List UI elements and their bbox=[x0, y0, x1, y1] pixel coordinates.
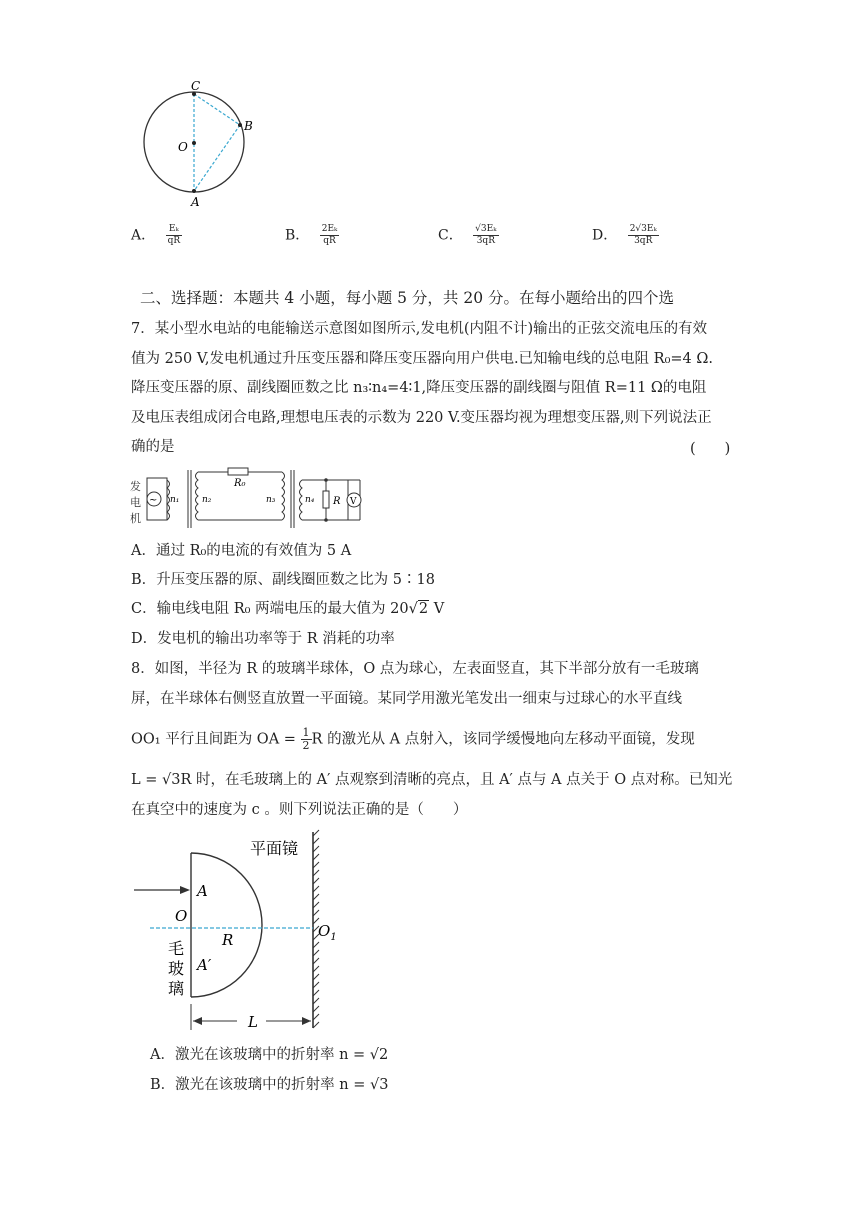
label-o: O bbox=[175, 907, 188, 925]
q8-stem-line4: L = √3R 时，在毛玻璃上的 A′ 点观察到清晰的亮点，且 A′ 点与 A 点关于 O 点对称。已知光 bbox=[131, 772, 733, 788]
answer-paren: ( ) bbox=[690, 441, 731, 457]
label-n2: n₂ bbox=[202, 495, 212, 505]
q7-stem-line5: 确的是 bbox=[131, 439, 175, 455]
q7-option-c[interactable]: C．输电线电阻 R₀ 两端电压的最大值为 20√2 V bbox=[131, 601, 445, 617]
label-c: C bbox=[191, 79, 201, 93]
label-n1: n₁ bbox=[170, 495, 180, 505]
q7-option-a[interactable]: A．通过 R₀的电流的有效值为 5 A bbox=[131, 543, 352, 559]
gen-char3: 机 bbox=[130, 512, 141, 525]
q8-option-b[interactable]: B．激光在该玻璃中的折射率 n = √3 bbox=[150, 1077, 389, 1093]
label-a-prime: A′ bbox=[197, 956, 212, 974]
q6-option-b[interactable]: B． $\frac{\text{2Eₖ}}{qR}$ bbox=[285, 224, 338, 246]
q8-hemisphere-figure bbox=[130, 832, 337, 1042]
label-a: A bbox=[197, 882, 208, 900]
q8-stem-line5: 在真空中的速度为 c 。则下列说法正确的是（ ） bbox=[131, 802, 468, 818]
label-v: V bbox=[350, 497, 357, 507]
label-a: A bbox=[191, 195, 200, 209]
section-heading: 二、选择题：本题共 4 小题，每小题 5 分，共 20 分。在每小题给出的四个选 bbox=[140, 289, 675, 307]
label-mirror: 平面镜 bbox=[250, 839, 299, 858]
q8-stem-line3: OO₁ 平行且间距为 OA = $\frac{1}{2}$ R 的激光从 A 点射入，该同学缓慢地向左移动平面镜，发现 bbox=[131, 726, 695, 752]
arrow-right-icon bbox=[180, 886, 190, 894]
q8-stem-line1: 8．如图，半径为 R 的玻璃半球体，O 点为球心，左表面竖直，其下半部分放有一毛玻璃 bbox=[131, 661, 699, 677]
label-o1: $O_1$ bbox=[318, 922, 337, 943]
q7-stem-line4: 及电压表组成闭合电路,理想电压表的示数为 220 V.变压器均视为理想变压器,则下列说法正 bbox=[131, 410, 712, 426]
label-b: B bbox=[244, 119, 253, 133]
label-r: R bbox=[222, 931, 234, 949]
svg-text:~: ~ bbox=[149, 495, 158, 506]
fraction: $\frac{\text{√3Eₖ}}{3qR}$ bbox=[475, 224, 497, 246]
q6-circle-figure bbox=[135, 78, 265, 210]
fraction: $\frac{\text{Eₖ}}{qR}$ bbox=[167, 224, 181, 246]
fraction: $\frac{\text{2Eₖ}}{qR}$ bbox=[321, 224, 338, 246]
q7-stem-line2: 值为 250 V,发电机通过升压变压器和降压变压器向用户供电.已知输电线的总电阻 R₀=4 Ω. bbox=[131, 351, 714, 367]
glass-char2: 玻 bbox=[168, 959, 185, 978]
gen-char1: 发 bbox=[130, 480, 141, 493]
q6-option-d[interactable]: D． $\frac{\text{2√3Eₖ}}{3qR}$ bbox=[592, 224, 657, 246]
fraction: $\frac{1}{2}$ bbox=[302, 726, 310, 752]
q7-stem-line1: 7．某小型水电站的电能输送示意图如图所示,发电机(内阻不计)输出的正弦交流电压的有效 bbox=[131, 321, 708, 337]
glass-char1: 毛 bbox=[168, 939, 185, 958]
resistor-r-icon bbox=[323, 491, 329, 508]
glass-char3: 璃 bbox=[168, 979, 185, 998]
q8-stem-line2: 屏，在半球体右侧竖直放置一平面镜。某同学用激光笔发出一细束与过球心的水平直线 bbox=[131, 691, 682, 707]
q6-option-a[interactable]: A． $\frac{\text{Eₖ}}{qR}$ bbox=[131, 224, 181, 246]
label-n4: n₄ bbox=[305, 495, 315, 505]
q7-option-b[interactable]: B．升压变压器的原、副线圈匝数之比为 5∶18 bbox=[131, 572, 435, 588]
q7-circuit-figure bbox=[128, 462, 368, 532]
gen-char2: 电 bbox=[130, 496, 141, 509]
q7-stem-line3: 降压变压器的原、副线圈匝数之比 n₃∶n₄=4∶1,降压变压器的副线圈与阻值 R=11 Ω的电阻 bbox=[131, 380, 707, 396]
label-r: R bbox=[333, 496, 341, 507]
q7-option-d[interactable]: D．发电机的输出功率等于 R 消耗的功率 bbox=[131, 631, 395, 647]
fraction: $\frac{\text{2√3Eₖ}}{3qR}$ bbox=[629, 224, 657, 246]
label-l: L bbox=[248, 1013, 258, 1031]
resistor-r0-icon bbox=[228, 468, 248, 475]
q8-option-a[interactable]: A．激光在该玻璃中的折射率 n = √2 bbox=[150, 1047, 389, 1063]
q6-option-c[interactable]: C． $\frac{\text{√3Eₖ}}{3qR}$ bbox=[438, 224, 497, 246]
label-n3: n₃ bbox=[266, 495, 276, 505]
label-o: O bbox=[178, 140, 188, 154]
label-r0: R₀ bbox=[234, 478, 246, 489]
